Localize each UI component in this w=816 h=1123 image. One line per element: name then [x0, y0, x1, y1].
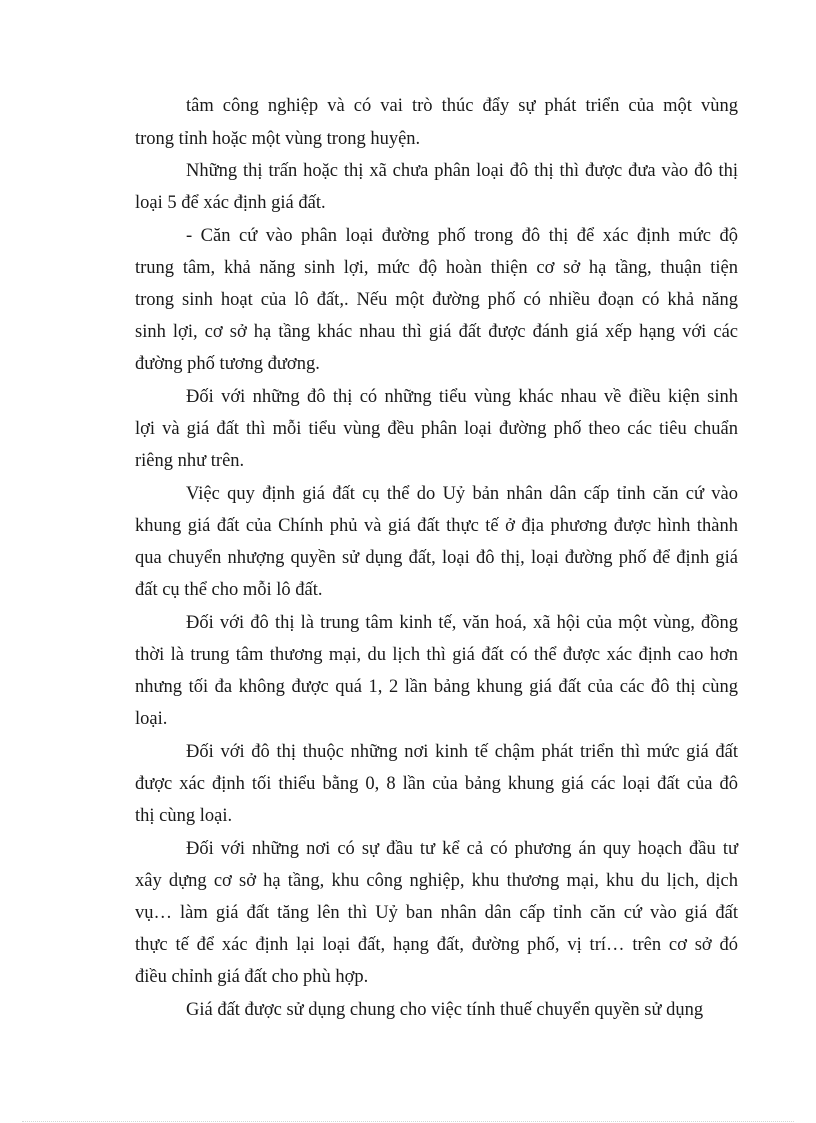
text-line: lợi và giá đất thì mỗi tiểu vùng đều phân loại đường phố theo các tiêu chuẩn [135, 419, 738, 439]
text-line: thực tế để xác định lại loại đất, hạng đất, đường phố, vị trí… trên cơ sở đó [135, 935, 738, 955]
text-line: nhưng tối đa không được quá 1, 2 lần bảng khung giá đất của các đô thị cùng [135, 677, 738, 697]
text-line: Đối với những đô thị có những tiểu vùng khác nhau về điều kiện sinh [186, 387, 738, 407]
text-line: đất cụ thể cho mỗi lô đất. [135, 580, 323, 600]
text-line: sinh lợi, cơ sở hạ tầng khác nhau thì giá đất được đánh giá xếp hạng với các [135, 322, 738, 342]
text-line: loại. [135, 709, 168, 729]
text-line: loại 5 để xác định giá đất. [135, 193, 326, 213]
text-line: được xác định tối thiểu bằng 0, 8 lần của bảng khung giá các loại đất của đô [135, 774, 738, 794]
text-line: xây dựng cơ sở hạ tầng, khu công nghiệp, khu thương mại, khu du lịch, dịch [135, 871, 738, 891]
page-bottom-rule [22, 1121, 794, 1122]
text-line: riêng như trên. [135, 451, 245, 471]
text-line: qua chuyển nhượng quyền sử dụng đất, loại đô thị, loại đường phố để định giá [135, 548, 738, 568]
text-line: đường phố tương đương. [135, 354, 320, 374]
text-line: Những thị trấn hoặc thị xã chưa phân loại đô thị thì được đưa vào đô thị [186, 161, 738, 181]
text-line: tâm công nghiệp và có vai trò thúc đẩy sự phát triển của một vùng [186, 96, 738, 116]
text-line: thời là trung tâm thương mại, du lịch thì giá đất có thể được xác định cao hơn [135, 645, 738, 665]
text-line: Việc quy định giá đất cụ thể do Uỷ bản nhân dân cấp tỉnh căn cứ vào [186, 484, 738, 504]
text-line: thị cùng loại. [135, 806, 233, 826]
text-line: điều chỉnh giá đất cho phù hợp. [135, 967, 369, 987]
text-line: vụ… làm giá đất tăng lên thì Uỷ ban nhân dân cấp tỉnh căn cứ vào giá đất [135, 903, 738, 923]
text-line: Đối với đô thị là trung tâm kinh tế, văn hoá, xã hội của một vùng, đồng [186, 613, 738, 633]
text-line: Đối với đô thị thuộc những nơi kinh tế chậm phát triển thì mức giá đất [186, 742, 738, 762]
text-line: - Căn cứ vào phân loại đường phố trong đô thị để xác định mức độ [186, 226, 738, 246]
text-line: trung tâm, khả năng sinh lợi, mức độ hoàn thiện cơ sở hạ tầng, thuận tiện [135, 258, 738, 278]
text-line: trong sinh hoạt của lô đất,. Nếu một đường phố có nhiều đoạn có khả năng [135, 290, 738, 310]
text-line: khung giá đất của Chính phủ và giá đất thực tế ở địa phương được hình thành [135, 516, 738, 536]
text-line: trong tỉnh hoặc một vùng trong huyện. [135, 129, 421, 149]
text-line: Giá đất được sử dụng chung cho việc tính thuế chuyển quyền sử dụng [186, 1000, 704, 1020]
text-line: Đối với những nơi có sự đầu tư kể cả có phương án quy hoạch đầu tư [186, 839, 738, 859]
